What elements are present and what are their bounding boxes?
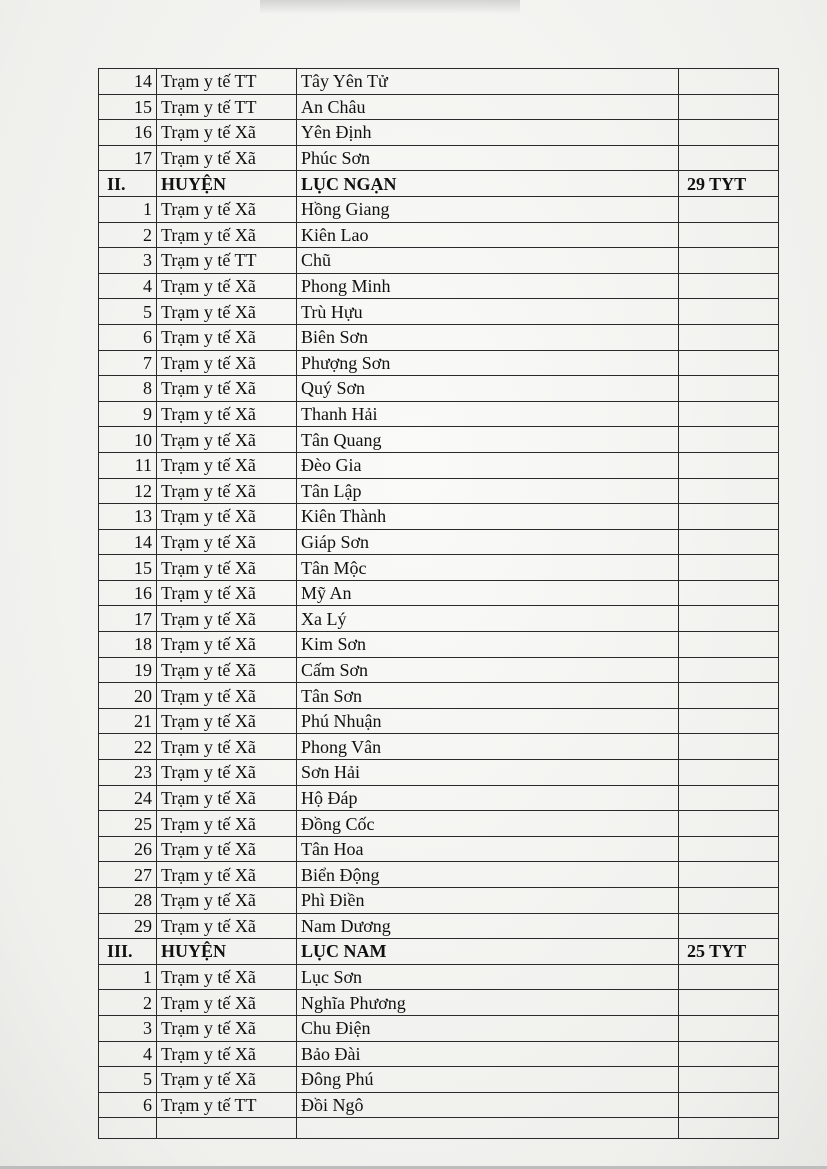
station-type: Trạm y tế Xã <box>157 299 297 325</box>
station-count <box>679 708 779 734</box>
commune-name: Xa Lý <box>297 606 679 632</box>
station-count <box>679 452 779 478</box>
commune-name: Đông Phú <box>297 1067 679 1093</box>
table-body <box>99 69 779 1139</box>
table-row <box>99 1015 779 1041</box>
row-number: 19 <box>99 657 157 683</box>
station-type: Trạm y tế Xã <box>157 1067 297 1093</box>
table-row <box>99 1041 779 1067</box>
station-type: Trạm y tế Xã <box>157 632 297 658</box>
commune-name: Lục Sơn <box>297 964 679 990</box>
table-row <box>99 427 779 453</box>
station-type: Trạm y tế Xã <box>157 657 297 683</box>
station-count <box>679 1118 779 1139</box>
row-number: 8 <box>99 376 157 402</box>
row-number: 3 <box>99 1015 157 1041</box>
station-type: Trạm y tế Xã <box>157 376 297 402</box>
station-type: Trạm y tế Xã <box>157 273 297 299</box>
station-count <box>679 1041 779 1067</box>
commune-name: Kim Sơn <box>297 632 679 658</box>
commune-name: Phong Vân <box>297 734 679 760</box>
station-type: Trạm y tế Xã <box>157 888 297 914</box>
station-type: Trạm y tế Xã <box>157 452 297 478</box>
table-row <box>99 708 779 734</box>
row-number: 20 <box>99 683 157 709</box>
table-row <box>99 760 779 786</box>
table-row <box>99 222 779 248</box>
station-type: Trạm y tế Xã <box>157 324 297 350</box>
row-number: II. <box>99 171 157 197</box>
station-type: Trạm y tế Xã <box>157 836 297 862</box>
table-row <box>99 94 779 120</box>
station-type: Trạm y tế Xã <box>157 222 297 248</box>
station-type: Trạm y tế TT <box>157 1092 297 1118</box>
table-row <box>99 785 779 811</box>
station-count <box>679 94 779 120</box>
commune-name: Thanh Hải <box>297 401 679 427</box>
station-count <box>679 478 779 504</box>
row-number: 22 <box>99 734 157 760</box>
commune-name: Quý Sơn <box>297 376 679 402</box>
commune-name: LỤC NGẠN <box>297 171 679 197</box>
commune-name: Trù Hựu <box>297 299 679 325</box>
table-row <box>99 376 779 402</box>
station-count <box>679 120 779 146</box>
commune-name: Sơn Hải <box>297 760 679 786</box>
station-type: Trạm y tế Xã <box>157 120 297 146</box>
station-count <box>679 1067 779 1093</box>
station-count <box>679 760 779 786</box>
station-count <box>679 683 779 709</box>
station-count <box>679 964 779 990</box>
row-number: 11 <box>99 452 157 478</box>
table-row <box>99 401 779 427</box>
table-row <box>99 504 779 530</box>
row-number: 4 <box>99 1041 157 1067</box>
station-type: Trạm y tế Xã <box>157 708 297 734</box>
row-number: 7 <box>99 350 157 376</box>
station-count <box>679 376 779 402</box>
station-type: Trạm y tế Xã <box>157 1041 297 1067</box>
station-type: Trạm y tế TT <box>157 94 297 120</box>
station-type: Trạm y tế Xã <box>157 785 297 811</box>
row-number: 1 <box>99 964 157 990</box>
commune-name: Biên Sơn <box>297 324 679 350</box>
station-type: Trạm y tế Xã <box>157 196 297 222</box>
station-count <box>679 580 779 606</box>
commune-name: Giáp Sơn <box>297 529 679 555</box>
station-type: Trạm y tế Xã <box>157 734 297 760</box>
station-type: Trạm y tế Xã <box>157 913 297 939</box>
row-number: 13 <box>99 504 157 530</box>
commune-name: An Châu <box>297 94 679 120</box>
table-row <box>99 69 779 95</box>
row-number: 9 <box>99 401 157 427</box>
table-row <box>99 862 779 888</box>
commune-name: Tân Lập <box>297 478 679 504</box>
row-number: 21 <box>99 708 157 734</box>
station-count <box>679 427 779 453</box>
table-row <box>99 196 779 222</box>
commune-name: Tân Hoa <box>297 836 679 862</box>
station-type: Trạm y tế TT <box>157 248 297 274</box>
station-type: Trạm y tế Xã <box>157 555 297 581</box>
station-type: Trạm y tế Xã <box>157 606 297 632</box>
row-number: III. <box>99 939 157 965</box>
station-count <box>679 222 779 248</box>
commune-name: LỤC NAM <box>297 939 679 965</box>
station-count <box>679 606 779 632</box>
station-type: HUYỆN <box>157 939 297 965</box>
station-count <box>679 1015 779 1041</box>
row-number: 23 <box>99 760 157 786</box>
station-type: Trạm y tế Xã <box>157 504 297 530</box>
station-type: Trạm y tế Xã <box>157 811 297 837</box>
commune-name: Yên Định <box>297 120 679 146</box>
commune-name: Mỹ An <box>297 580 679 606</box>
row-number: 18 <box>99 632 157 658</box>
commune-name: Đồng Cốc <box>297 811 679 837</box>
row-number: 2 <box>99 990 157 1016</box>
station-count <box>679 324 779 350</box>
station-count <box>679 299 779 325</box>
station-type: Trạm y tế Xã <box>157 145 297 171</box>
table-row <box>99 1067 779 1093</box>
commune-name: Bảo Đài <box>297 1041 679 1067</box>
row-number: 5 <box>99 299 157 325</box>
commune-name: Hồng Giang <box>297 196 679 222</box>
table-row <box>99 1092 779 1118</box>
commune-name: Nam Dương <box>297 913 679 939</box>
commune-name: Kiên Lao <box>297 222 679 248</box>
station-count <box>679 401 779 427</box>
station-type: HUYỆN <box>157 171 297 197</box>
table-row <box>99 452 779 478</box>
station-count <box>679 913 779 939</box>
station-type: Trạm y tế Xã <box>157 964 297 990</box>
row-number: 6 <box>99 1092 157 1118</box>
table-row <box>99 350 779 376</box>
row-number: 14 <box>99 529 157 555</box>
table-row <box>99 478 779 504</box>
row-number: 25 <box>99 811 157 837</box>
table-row <box>99 632 779 658</box>
row-number: 6 <box>99 324 157 350</box>
table-row <box>99 836 779 862</box>
station-type: Trạm y tế Xã <box>157 580 297 606</box>
table-row <box>99 683 779 709</box>
commune-name: Tân Sơn <box>297 683 679 709</box>
row-number: 15 <box>99 555 157 581</box>
table-row <box>99 529 779 555</box>
table-row <box>99 248 779 274</box>
station-count <box>679 862 779 888</box>
commune-name: Kiên Thành <box>297 504 679 530</box>
row-number: 24 <box>99 785 157 811</box>
station-type: Trạm y tế Xã <box>157 350 297 376</box>
row-number: 3 <box>99 248 157 274</box>
row-number: 29 <box>99 913 157 939</box>
row-number: 4 <box>99 273 157 299</box>
commune-name: Tây Yên Tử <box>297 69 679 95</box>
station-count <box>679 990 779 1016</box>
commune-name: Tân Mộc <box>297 555 679 581</box>
commune-name: Tân Quang <box>297 427 679 453</box>
table-row <box>99 734 779 760</box>
row-number: 10 <box>99 427 157 453</box>
station-count <box>679 811 779 837</box>
station-count <box>679 555 779 581</box>
station-type: Trạm y tế Xã <box>157 529 297 555</box>
row-number: 16 <box>99 120 157 146</box>
station-count <box>679 248 779 274</box>
table-row <box>99 888 779 914</box>
commune-name: Phượng Sơn <box>297 350 679 376</box>
station-type: Trạm y tế Xã <box>157 862 297 888</box>
station-type <box>157 1118 297 1139</box>
station-count <box>679 273 779 299</box>
commune-name: Hộ Đáp <box>297 785 679 811</box>
table-row <box>99 273 779 299</box>
commune-name: Đồi Ngô <box>297 1092 679 1118</box>
row-number: 16 <box>99 580 157 606</box>
table-row <box>99 120 779 146</box>
station-type: Trạm y tế Xã <box>157 478 297 504</box>
station-count <box>679 504 779 530</box>
table-row <box>99 555 779 581</box>
commune-name: Cấm Sơn <box>297 657 679 683</box>
station-count <box>679 69 779 95</box>
table-row <box>99 145 779 171</box>
commune-name: Nghĩa Phương <box>297 990 679 1016</box>
station-type: Trạm y tế Xã <box>157 427 297 453</box>
station-count <box>679 145 779 171</box>
table-row <box>99 913 779 939</box>
commune-name: Biển Động <box>297 862 679 888</box>
station-count <box>679 785 779 811</box>
table-row <box>99 580 779 606</box>
table-row <box>99 606 779 632</box>
table-row <box>99 657 779 683</box>
health-station-table <box>98 68 779 1139</box>
row-number: 5 <box>99 1067 157 1093</box>
section-row <box>99 939 779 965</box>
scan-artifact <box>260 0 520 14</box>
row-number: 2 <box>99 222 157 248</box>
station-count <box>679 529 779 555</box>
commune-name: Đèo Gia <box>297 452 679 478</box>
row-number: 15 <box>99 94 157 120</box>
row-number: 28 <box>99 888 157 914</box>
row-number: 27 <box>99 862 157 888</box>
station-type: Trạm y tế Xã <box>157 1015 297 1041</box>
station-type: Trạm y tế Xã <box>157 990 297 1016</box>
section-row <box>99 171 779 197</box>
station-type: Trạm y tế Xã <box>157 401 297 427</box>
row-number: 26 <box>99 836 157 862</box>
commune-name: Chu Điện <box>297 1015 679 1041</box>
commune-name: Phì Điền <box>297 888 679 914</box>
station-count <box>679 888 779 914</box>
station-type: Trạm y tế Xã <box>157 683 297 709</box>
table-row <box>99 811 779 837</box>
commune-name: Phúc Sơn <box>297 145 679 171</box>
station-count <box>679 196 779 222</box>
row-number: 1 <box>99 196 157 222</box>
row-number <box>99 1118 157 1139</box>
station-count: 29 TYT <box>679 171 779 197</box>
commune-name: Phú Nhuận <box>297 708 679 734</box>
station-count <box>679 1092 779 1118</box>
station-count <box>679 632 779 658</box>
commune-name: Phong Minh <box>297 273 679 299</box>
station-count <box>679 734 779 760</box>
row-number: 12 <box>99 478 157 504</box>
commune-name: Chũ <box>297 248 679 274</box>
blank-row <box>99 1118 779 1139</box>
station-count <box>679 350 779 376</box>
row-number: 17 <box>99 145 157 171</box>
station-count <box>679 836 779 862</box>
station-count: 25 TYT <box>679 939 779 965</box>
station-count <box>679 657 779 683</box>
commune-name <box>297 1118 679 1139</box>
table-row <box>99 324 779 350</box>
table-row <box>99 964 779 990</box>
row-number: 14 <box>99 69 157 95</box>
table-row <box>99 990 779 1016</box>
row-number: 17 <box>99 606 157 632</box>
station-type: Trạm y tế TT <box>157 69 297 95</box>
table-row <box>99 299 779 325</box>
station-type: Trạm y tế Xã <box>157 760 297 786</box>
